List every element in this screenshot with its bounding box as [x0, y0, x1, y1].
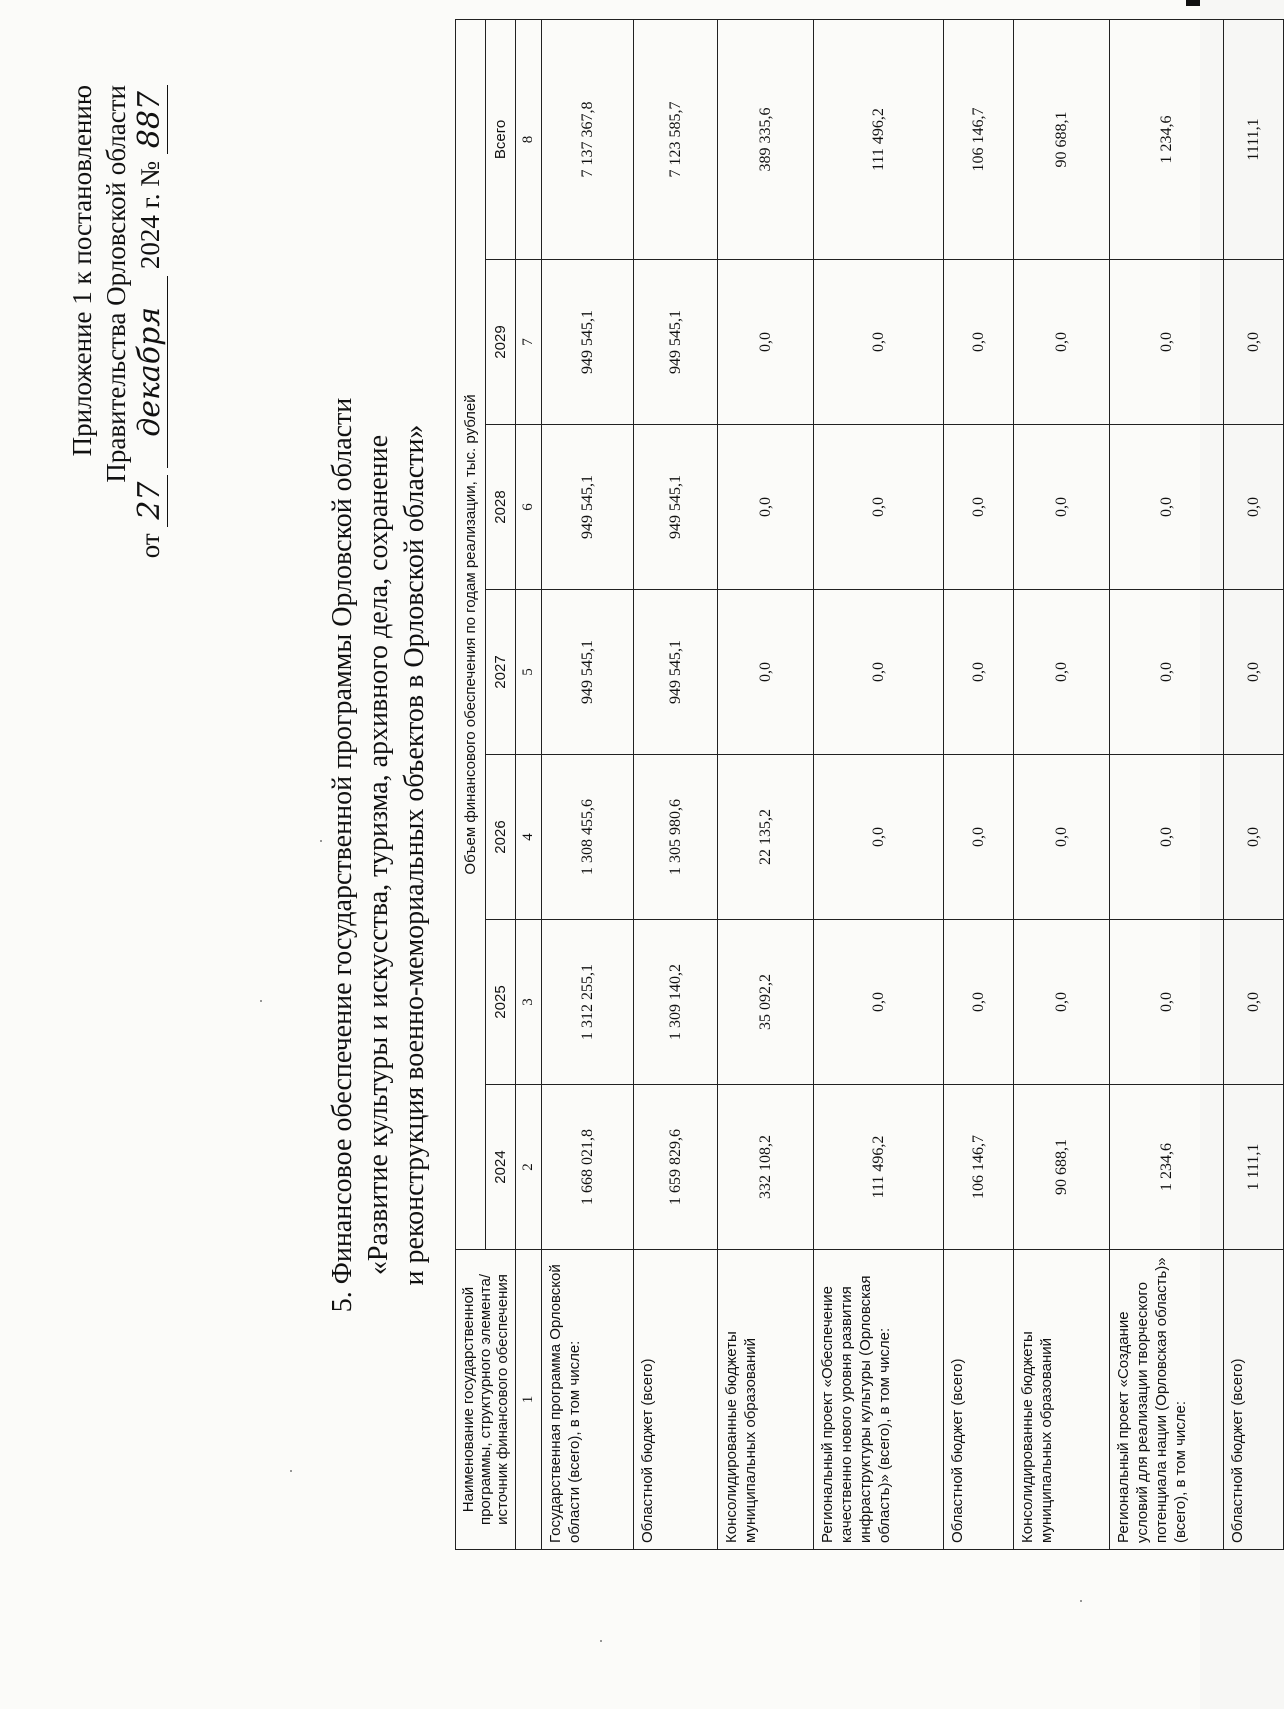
row-value: 0,0: [814, 590, 944, 755]
table-row: [718, 19, 814, 1549]
row-total: 7 123 585,7: [634, 19, 718, 259]
table-row: [1014, 19, 1110, 1549]
col-index: 7: [516, 260, 542, 425]
year-header: 2025: [486, 920, 516, 1085]
row-value: 1 309 140,2: [634, 920, 718, 1085]
row-value: 0,0: [1224, 920, 1284, 1085]
row-name: Областной бюджет (всего): [634, 1250, 718, 1550]
row-value: 0,0: [1110, 590, 1224, 755]
table-row: [944, 19, 1014, 1549]
title-line-1: 5. Финансовое обеспечение государственной программы Орловской области: [327, 397, 358, 1313]
row-value: 0,0: [944, 590, 1014, 755]
row-value: 0,0: [814, 260, 944, 425]
handwritten-day: 27: [133, 475, 168, 527]
row-value: 0,0: [1224, 755, 1284, 920]
scan-speck: [290, 1470, 292, 1472]
col-index: 5: [516, 590, 542, 755]
row-value: 949 545,1: [542, 260, 634, 425]
appendix-header: [65, 85, 168, 605]
row-value: 0,0: [814, 920, 944, 1085]
row-total: 111 496,2: [814, 19, 944, 259]
row-name: Областной бюджет (всего): [944, 1250, 1014, 1550]
col-index: 8: [516, 19, 542, 259]
scan-edge-mark: [1186, 0, 1200, 6]
table-row: [1110, 19, 1224, 1549]
row-value: 0,0: [944, 755, 1014, 920]
row-value: 0,0: [1110, 425, 1224, 590]
row-value: 106 146,7: [944, 1085, 1014, 1250]
document-title: [325, 105, 433, 1605]
row-value: 0,0: [1014, 425, 1110, 590]
row-total: 1111,1: [1224, 19, 1284, 259]
row-value: 949 545,1: [542, 590, 634, 755]
header-row-1: [456, 19, 486, 1549]
row-value: 0,0: [1014, 590, 1110, 755]
col-index: 3: [516, 920, 542, 1085]
row-value: 0,0: [1014, 755, 1110, 920]
col-index: 2: [516, 1085, 542, 1250]
appendix-line-1: Приложение 1 к постановлению: [67, 85, 97, 457]
row-value: 22 135,2: [718, 755, 814, 920]
appendix-line-3: [133, 85, 168, 605]
row-value: 0,0: [944, 260, 1014, 425]
row-name: Консолидированные бюджеты муниципальных образований: [718, 1250, 814, 1550]
row-total: 389 335,6: [718, 19, 814, 259]
row-value: 949 545,1: [634, 425, 718, 590]
row-name: Государственная программа Орловской области (всего), в том числе:: [542, 1250, 634, 1550]
row-total: 90 688,1: [1014, 19, 1110, 259]
row-value: 949 545,1: [634, 590, 718, 755]
appendix-year-label: 2024 г. №: [135, 161, 165, 270]
scan-speck: [600, 1640, 602, 1642]
row-value: 0,0: [718, 425, 814, 590]
row-value: 332 108,2: [718, 1085, 814, 1250]
handwritten-month: декабря: [133, 276, 168, 468]
table-row: [542, 19, 634, 1549]
row-value: 1 234,6: [1110, 1085, 1224, 1250]
row-value: 0,0: [944, 425, 1014, 590]
year-header: 2027: [486, 590, 516, 755]
year-header: 2028: [486, 425, 516, 590]
row-value: 1 308 455,6: [542, 755, 634, 920]
header-volume-cell: Объем финансового обеспечения по годам реализации, тыс. рублей: [456, 19, 486, 1249]
table-row: [634, 19, 718, 1549]
row-value: 1 659 829,6: [634, 1085, 718, 1250]
row-value: 0,0: [1110, 260, 1224, 425]
row-value: 949 545,1: [634, 260, 718, 425]
table-row: [814, 19, 944, 1549]
total-header: Всего: [486, 19, 516, 259]
financing-table: [455, 19, 1284, 1550]
scan-speck: [320, 840, 322, 842]
row-name: Региональный проект «Создание условий для реализации творческого потенциала нации (Орловская область)» (всего), в том числе:: [1110, 1250, 1224, 1550]
row-value: 111 496,2: [814, 1085, 944, 1250]
row-value: 0,0: [1110, 755, 1224, 920]
row-value: 0,0: [1224, 260, 1284, 425]
appendix-from-label: от: [135, 533, 165, 559]
title-line-3: и реконструкция военно-мемориальных объектов в Орловской области»: [399, 424, 430, 1286]
row-value: 0,0: [1014, 920, 1110, 1085]
handwritten-number: 887: [133, 85, 168, 154]
col-index: 6: [516, 425, 542, 590]
row-value: 0,0: [1014, 260, 1110, 425]
rotated-page-content: [25, 25, 1262, 1685]
row-value: 90 688,1: [1014, 1085, 1110, 1250]
year-header: 2024: [486, 1085, 516, 1250]
row-name: Консолидированные бюджеты муниципальных образований: [1014, 1250, 1110, 1550]
title-line-2: «Развитие культуры и искусства, туризма, архивного дела, сохранение: [363, 434, 394, 1276]
col-index: 4: [516, 755, 542, 920]
row-value: 0,0: [718, 260, 814, 425]
row-value: 0,0: [814, 755, 944, 920]
scan-speck: [260, 1000, 262, 1002]
row-name: Региональный проект «Обеспечение качественно нового уровня развития инфраструктуры культуры (Орловская область)» (всего), в том числе:: [814, 1250, 944, 1550]
row-value: 0,0: [944, 920, 1014, 1085]
col-index: 1: [516, 1250, 542, 1550]
year-header: 2026: [486, 755, 516, 920]
row-value: 949 545,1: [542, 425, 634, 590]
row-value: 1 312 255,1: [542, 920, 634, 1085]
row-total: 106 146,7: [944, 19, 1014, 259]
row-value: 0,0: [1224, 590, 1284, 755]
row-value: 0,0: [814, 425, 944, 590]
year-header: 2029: [486, 260, 516, 425]
header-name-cell: Наименование государственной программы, структурного элемента/источник финансового обеспечения: [456, 1250, 516, 1550]
scan-speck: [1080, 1600, 1082, 1602]
row-total: 1 234,6: [1110, 19, 1224, 259]
row-value: 35 092,2: [718, 920, 814, 1085]
appendix-line-2: Правительства Орловской области: [101, 85, 131, 483]
column-index-row: [516, 19, 542, 1549]
row-value: 0,0: [1224, 425, 1284, 590]
row-value: 1 111,1: [1224, 1085, 1284, 1250]
row-value: 1 668 021,8: [542, 1085, 634, 1250]
row-total: 7 137 367,8: [542, 19, 634, 259]
row-value: 0,0: [718, 590, 814, 755]
row-name: Областной бюджет (всего): [1224, 1250, 1284, 1550]
row-value: 0,0: [1110, 920, 1224, 1085]
table-row: [1224, 19, 1284, 1549]
row-value: 1 305 980,6: [634, 755, 718, 920]
